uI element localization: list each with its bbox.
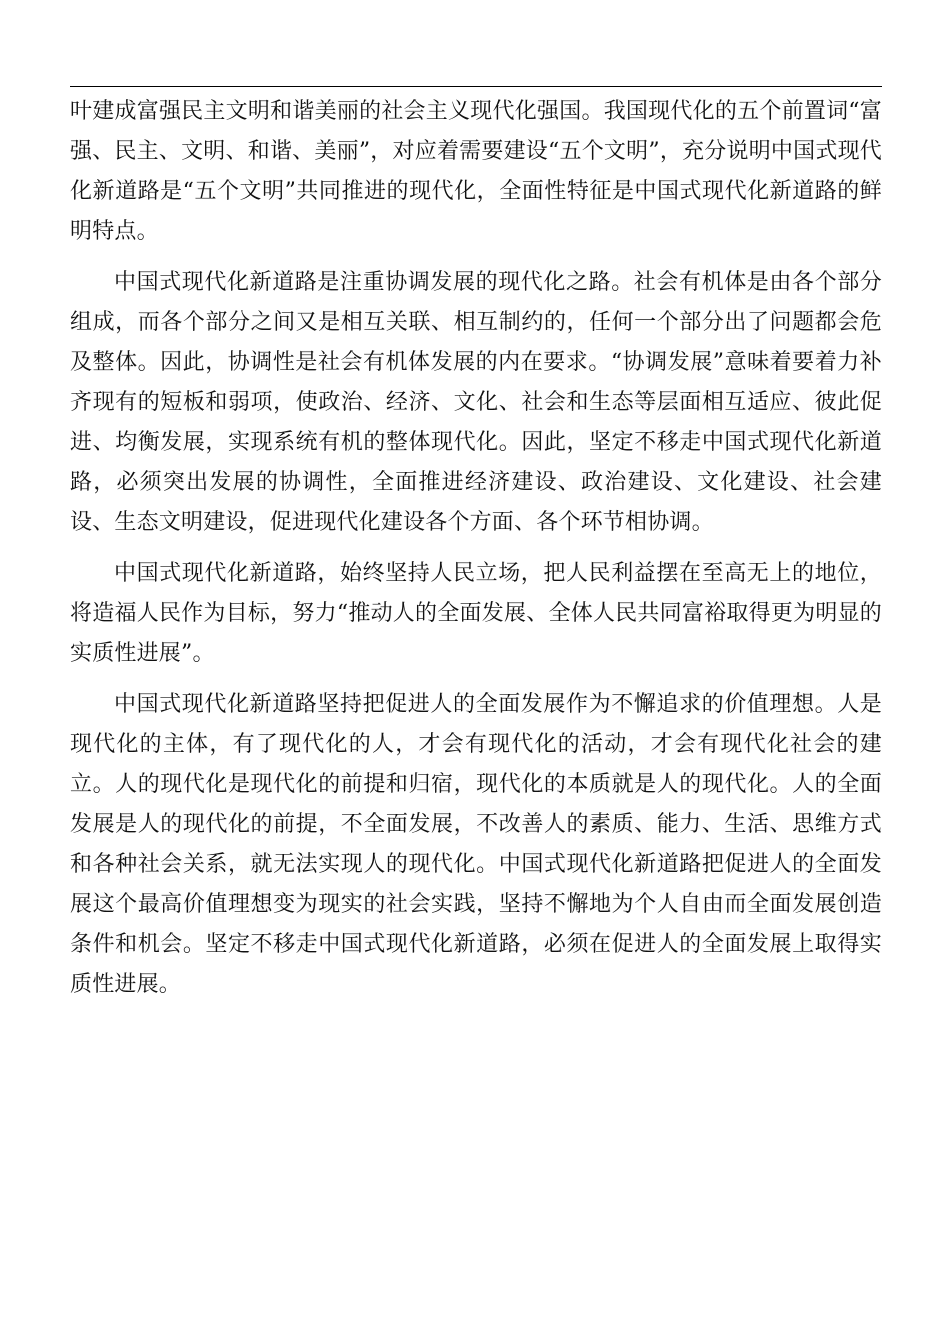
document-body xyxy=(70,92,882,1016)
paragraph-continuation: 叶建成富强民主文明和谐美丽的社会主义现代化强国。我国现代化的五个前置词“富强、民主、文明、和谐、美丽”，对应着需要建设“五个文明”，充分说明中国式现代化新道路是“五个文明”共同推进的现代化，全面性特征是中国式现代化新道路的鲜明特点。 xyxy=(70,99,882,244)
paragraph-human-development: 中国式现代化新道路坚持把促进人的全面发展作为不懈追求的价值理想。人是现代化的主体，有了现代化的人，才会有现代化的活动，才会有现代化社会的建立。人的现代化是现代化的前提和归宿，现代化的本质就是人的现代化。人的全面发展是人的现代化的前提，不全面发展，不改善人的素质、能力、生活、思维方式和各种社会关系，就无法实现人的现代化。中国式现代化新道路把促进人的全面发展这个最高价值理想变为现实的社会实践，坚持不懈地为个人自由而全面发展创造条件和机会。坚定不移走中国式现代化新道路，必须在促进人的全面发展上取得实质性进展。 xyxy=(70,692,882,997)
paragraph-people-centered: 中国式现代化新道路，始终坚持人民立场，把人民利益摆在至高无上的地位，将造福人民作为目标，努力“推动人的全面发展、全体人民共同富裕取得更为明显的实质性进展”。 xyxy=(70,561,882,666)
paragraph-coordinated-development: 中国式现代化新道路是注重协调发展的现代化之路。社会有机体是由各个部分组成，而各个部分之间又是相互关联、相互制约的，任何一个部分出了问题都会危及整体。因此，协调性是社会有机体发展的内在要求。“协调发展”意味着要着力补齐现有的短板和弱项，使政治、经济、文化、社会和生态等层面相互适应、彼此促进、均衡发展，实现系统有机的整体现代化。因此，坚定不移走中国式现代化新道路，必须突出发展的协调性，全面推进经济建设、政治建设、文化建设、社会建设、生态文明建设，促进现代化建设各个方面、各个环节相协调。 xyxy=(70,270,882,535)
header-rule xyxy=(70,86,882,87)
